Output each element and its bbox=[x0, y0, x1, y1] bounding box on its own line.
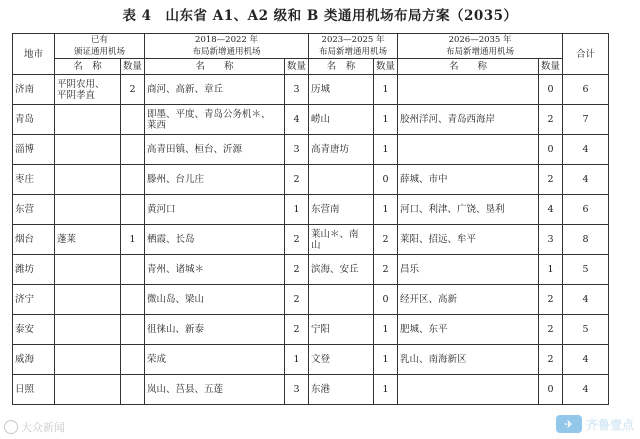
table-row bbox=[13, 375, 609, 405]
city-cell: 枣庄 bbox=[13, 165, 55, 195]
p3-count-cell: 2 bbox=[539, 285, 563, 315]
existing-name-cell bbox=[55, 345, 121, 375]
existing-count-cell bbox=[121, 345, 145, 375]
p2-name-cell: 高青唐坊 bbox=[309, 135, 374, 165]
p1-name-cell: 徂徕山、新泰 bbox=[145, 315, 285, 345]
city-cell: 东营 bbox=[13, 195, 55, 225]
p2-name-cell bbox=[309, 165, 374, 195]
table-row bbox=[13, 105, 609, 135]
header-period-2023-2025: 2023—2025 年 布局新增通用机场 bbox=[309, 34, 398, 59]
p1-count-cell: 3 bbox=[285, 135, 309, 165]
p1-name-cell: 即墨、平度、青岛公务机＊、 莱西 bbox=[145, 105, 285, 135]
p1-count-cell: 2 bbox=[285, 225, 309, 255]
p2-name-cell: 滨海、安丘 bbox=[309, 255, 374, 285]
existing-name-cell: 蓬莱 bbox=[55, 225, 121, 255]
total-cell: 4 bbox=[563, 345, 609, 375]
p1-name-cell: 高青田镇、桓台、沂源 bbox=[145, 135, 285, 165]
watermark-left: 大众新闻 bbox=[4, 419, 65, 435]
header-count: 数量 bbox=[374, 59, 398, 75]
p2-name-cell: 东港 bbox=[309, 375, 374, 405]
p2-count-cell: 0 bbox=[374, 285, 398, 315]
airport-layout-table bbox=[12, 33, 609, 405]
existing-count-cell bbox=[121, 315, 145, 345]
p1-name-cell: 商河、高新、章丘 bbox=[145, 75, 285, 105]
existing-count-cell bbox=[121, 285, 145, 315]
p1-count-cell: 4 bbox=[285, 105, 309, 135]
total-cell: 7 bbox=[563, 105, 609, 135]
p1-name-cell: 微山岛、梁山 bbox=[145, 285, 285, 315]
p2-count-cell: 1 bbox=[374, 345, 398, 375]
p2-name-cell: 文登 bbox=[309, 345, 374, 375]
p2-name-cell: 宁阳 bbox=[309, 315, 374, 345]
header-name: 名 称 bbox=[398, 59, 539, 75]
p2-name-cell: 东营南 bbox=[309, 195, 374, 225]
total-cell: 5 bbox=[563, 315, 609, 345]
p2-count-cell: 2 bbox=[374, 225, 398, 255]
p1-count-cell: 2 bbox=[285, 315, 309, 345]
city-cell: 威海 bbox=[13, 345, 55, 375]
existing-name-cell: 平阴农用、 平阴孝直 bbox=[55, 75, 121, 105]
total-cell: 6 bbox=[563, 75, 609, 105]
table-row bbox=[13, 285, 609, 315]
city-cell: 济南 bbox=[13, 75, 55, 105]
p1-name-cell: 滕州、台儿庄 bbox=[145, 165, 285, 195]
p1-name-cell: 青州、诸城＊ bbox=[145, 255, 285, 285]
p3-name-cell: 莱阳、招远、牟平 bbox=[398, 225, 539, 255]
p3-count-cell: 2 bbox=[539, 345, 563, 375]
total-cell: 4 bbox=[563, 135, 609, 165]
table-row bbox=[13, 255, 609, 285]
p3-count-cell: 1 bbox=[539, 255, 563, 285]
existing-count-cell: 1 bbox=[121, 225, 145, 255]
city-cell: 日照 bbox=[13, 375, 55, 405]
total-cell: 8 bbox=[563, 225, 609, 255]
header-period-2026-2035: 2026—2035 年 布局新增通用机场 bbox=[398, 34, 563, 59]
existing-count-cell bbox=[121, 165, 145, 195]
existing-count-cell bbox=[121, 195, 145, 225]
p3-count-cell: 2 bbox=[539, 315, 563, 345]
table-row bbox=[13, 345, 609, 375]
p2-count-cell: 2 bbox=[374, 255, 398, 285]
p2-count-cell: 1 bbox=[374, 75, 398, 105]
watermark-logo-icon bbox=[4, 420, 18, 434]
city-cell: 泰安 bbox=[13, 315, 55, 345]
p3-count-cell: 2 bbox=[539, 165, 563, 195]
header-period-2018-2022: 2018—2022 年 布局新增通用机场 bbox=[145, 34, 309, 59]
header-total: 合计 bbox=[563, 34, 609, 75]
existing-count-cell bbox=[121, 375, 145, 405]
existing-count-cell bbox=[121, 135, 145, 165]
city-cell: 烟台 bbox=[13, 225, 55, 255]
p3-name-cell bbox=[398, 375, 539, 405]
p2-count-cell: 1 bbox=[374, 195, 398, 225]
table-row bbox=[13, 315, 609, 345]
p3-name-cell bbox=[398, 75, 539, 105]
p1-count-cell: 2 bbox=[285, 255, 309, 285]
table-row bbox=[13, 195, 609, 225]
p1-count-cell: 2 bbox=[285, 165, 309, 195]
existing-name-cell bbox=[55, 375, 121, 405]
city-cell: 青岛 bbox=[13, 105, 55, 135]
table-row bbox=[13, 165, 609, 195]
p2-count-cell: 1 bbox=[374, 105, 398, 135]
city-cell: 淄博 bbox=[13, 135, 55, 165]
header-name: 名 称 bbox=[309, 59, 374, 75]
p1-count-cell: 1 bbox=[285, 345, 309, 375]
table-row bbox=[13, 135, 609, 165]
p3-name-cell: 河口、利津、广饶、垦利 bbox=[398, 195, 539, 225]
existing-count-cell: 2 bbox=[121, 75, 145, 105]
existing-name-cell bbox=[55, 105, 121, 135]
p1-name-cell: 黄河口 bbox=[145, 195, 285, 225]
p2-count-cell: 0 bbox=[374, 165, 398, 195]
header-count: 数量 bbox=[539, 59, 563, 75]
city-cell: 济宁 bbox=[13, 285, 55, 315]
p1-name-cell: 岚山、莒县、五莲 bbox=[145, 375, 285, 405]
existing-name-cell bbox=[55, 285, 121, 315]
p2-name-cell: 莱山＊、南 山 bbox=[309, 225, 374, 255]
existing-count-cell bbox=[121, 255, 145, 285]
header-count: 数量 bbox=[121, 59, 145, 75]
p3-name-cell: 经开区、高新 bbox=[398, 285, 539, 315]
existing-name-cell bbox=[55, 255, 121, 285]
p3-name-cell: 薛城、市中 bbox=[398, 165, 539, 195]
existing-name-cell bbox=[55, 195, 121, 225]
p2-name-cell bbox=[309, 285, 374, 315]
existing-name-cell bbox=[55, 135, 121, 165]
table-row bbox=[13, 75, 609, 105]
p3-name-cell: 肥城、东平 bbox=[398, 315, 539, 345]
total-cell: 4 bbox=[563, 375, 609, 405]
total-cell: 5 bbox=[563, 255, 609, 285]
p3-count-cell: 0 bbox=[539, 75, 563, 105]
city-cell: 潍坊 bbox=[13, 255, 55, 285]
header-city: 地市 bbox=[13, 34, 55, 75]
p2-name-cell: 崂山 bbox=[309, 105, 374, 135]
existing-name-cell bbox=[55, 315, 121, 345]
table-title: 表 4 山东省 A1、A2 级和 B 类通用机场布局方案（2035） bbox=[122, 8, 518, 24]
p3-count-cell: 0 bbox=[539, 135, 563, 165]
p3-name-cell: 昌乐 bbox=[398, 255, 539, 285]
table-row bbox=[13, 225, 609, 255]
p2-count-cell: 1 bbox=[374, 135, 398, 165]
total-cell: 4 bbox=[563, 285, 609, 315]
watermark-plane-icon: ✈ bbox=[556, 415, 582, 433]
p3-name-cell: 乳山、南海新区 bbox=[398, 345, 539, 375]
header-count: 数量 bbox=[285, 59, 309, 75]
p2-count-cell: 1 bbox=[374, 375, 398, 405]
p3-count-cell: 0 bbox=[539, 375, 563, 405]
p1-count-cell: 3 bbox=[285, 75, 309, 105]
p1-name-cell: 栖霞、长岛 bbox=[145, 225, 285, 255]
p1-count-cell: 3 bbox=[285, 375, 309, 405]
total-cell: 6 bbox=[563, 195, 609, 225]
p1-count-cell: 1 bbox=[285, 195, 309, 225]
p3-count-cell: 4 bbox=[539, 195, 563, 225]
p3-name-cell bbox=[398, 135, 539, 165]
p3-count-cell: 3 bbox=[539, 225, 563, 255]
existing-name-cell bbox=[55, 165, 121, 195]
p3-count-cell: 2 bbox=[539, 105, 563, 135]
p2-count-cell: 1 bbox=[374, 315, 398, 345]
p1-count-cell: 2 bbox=[285, 285, 309, 315]
existing-count-cell bbox=[121, 105, 145, 135]
header-name: 名 称 bbox=[55, 59, 121, 75]
header-existing: 已有 颁证通用机场 bbox=[55, 34, 145, 59]
p2-name-cell: 历城 bbox=[309, 75, 374, 105]
total-cell: 4 bbox=[563, 165, 609, 195]
p1-name-cell: 荣成 bbox=[145, 345, 285, 375]
header-name: 名 称 bbox=[145, 59, 285, 75]
p3-name-cell: 胶州洋河、青岛西海岸 bbox=[398, 105, 539, 135]
watermark-right: ✈ 齐鲁壹点 bbox=[556, 415, 634, 433]
